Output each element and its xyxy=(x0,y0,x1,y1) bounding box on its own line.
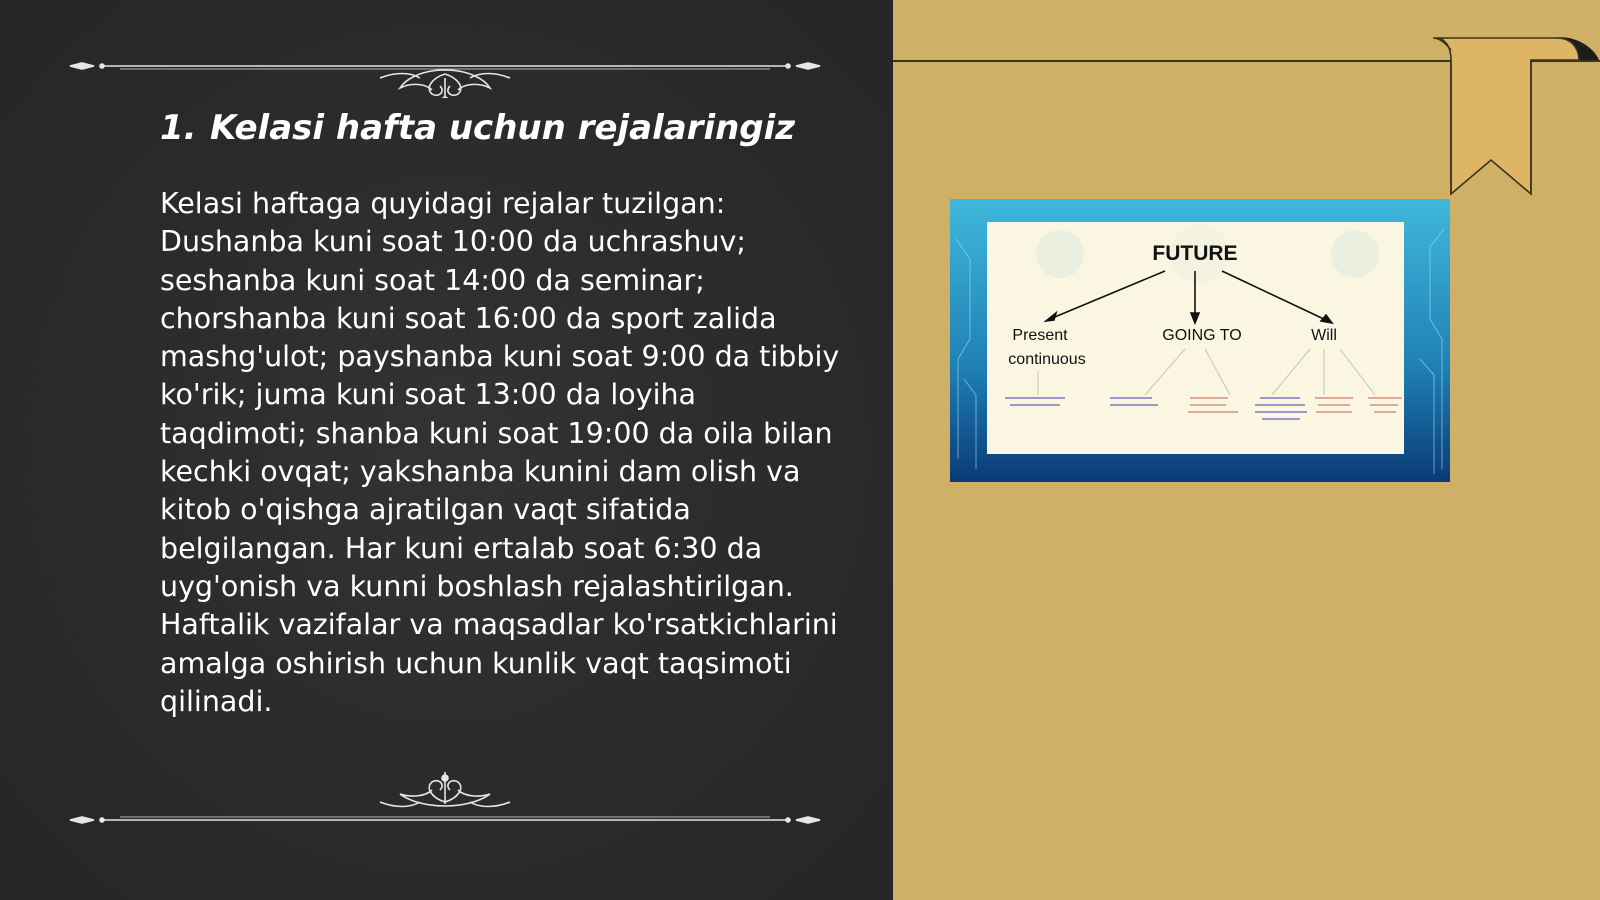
future-tenses-diagram xyxy=(950,199,1450,482)
slide-body-text: Kelasi haftaga quyidagi rejalar tuzilgan: Dushanba kuni soat 10:00 da uchrashuv; seshanba kuni soat 14:00 da seminar; chorshanba kuni soat 16:00 da sport zalida mashg'ulot; payshanba kuni soat 9:00 da tibbiy ko'rik; juma kuni soat 13:00 da loyiha taqdimoti; shanba kuni soat 19:00 da oila bilan kechki ovqat; yakshanba kunini dam olish va kitob o'qishga ajratilgan vaqt sifatida belgilangan. Har kuni ertalab soat 6:30 da uyg'onish va kunni boshlash rejalashtirilgan. Haftalik vazifalar va maqsadlar ko'rsatkichlarini amalga oshirish uchun kunlik vaqt taqsimoti qilinadi. xyxy=(160,187,840,718)
title-text: Kelasi hafta uchun rejalaringiz xyxy=(210,108,796,148)
diagram-branch-will: Will xyxy=(1311,327,1337,344)
slide-title xyxy=(160,104,840,152)
diagram-branch-continuous: continuous xyxy=(1008,351,1086,368)
diagram-branch-present: Present xyxy=(1012,327,1068,344)
diagram-branch-going-to: GOING TO xyxy=(1162,327,1242,344)
bookmark-icon xyxy=(1433,36,1600,198)
bottom-ornament-divider xyxy=(60,768,830,828)
title-number: 1. xyxy=(160,108,197,148)
top-ornament-divider xyxy=(60,38,830,98)
diagram-root-label: FUTURE xyxy=(1152,242,1238,265)
